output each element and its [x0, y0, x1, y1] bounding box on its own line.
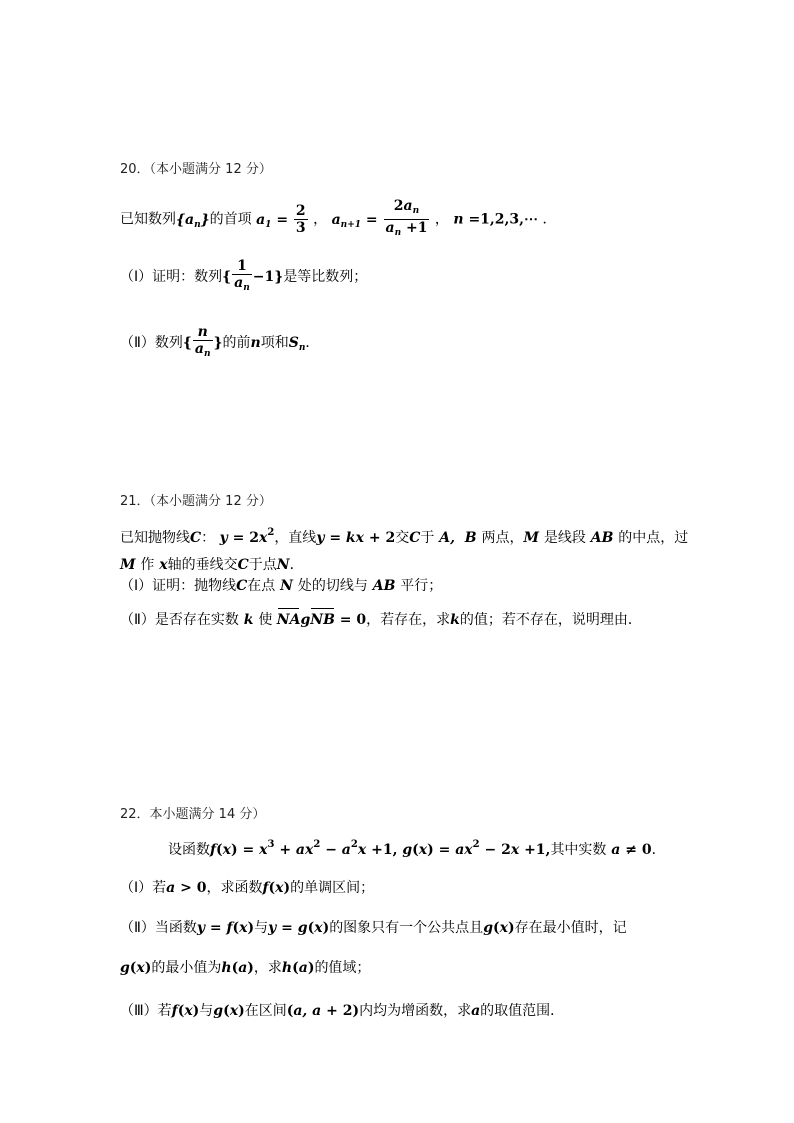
problem-20-header: 20．（本小题满分 12 分） [120, 162, 272, 177]
problem-21-part-1: （Ⅰ）证明：抛物线C在点 N 处的切线与 AB 平行； [120, 578, 443, 594]
problem-21-header: 21．（本小题满分 12 分） [120, 494, 272, 509]
problem-21-stem-line-2: M 作 x轴的垂线交C于点N． [120, 557, 304, 573]
problem-22-part-3: （Ⅲ）若f(x)与g(x)在区间(a, a + 2)内均为增函数，求a的取值范围． [120, 1003, 565, 1019]
fraction: $\frac{1}{a_n}$ [232, 258, 252, 296]
formula: $\{a_n\}$ [176, 211, 210, 230]
fraction: $\frac{2a_n}{a_n +1}$ [384, 198, 430, 241]
formula: $a_1$ = [256, 211, 289, 230]
problem-22-stem: 设函数$f(x) = x^3 + ax^2 - a^2x +1$, $g(x) = ax^2 - 2x +1$,其中实数 a ≠ 0． [168, 839, 666, 858]
problem-22-header: 22．本小题满分 14 分） [120, 807, 266, 822]
problem-22-part-2-line-1: （Ⅱ）当函数y = f(x)与y = g(x)的图象只有一个公共点且g(x)存在最小值时，记 [120, 920, 627, 936]
problem-21-part-2: （Ⅱ）是否存在实数 k 使 NAgNB = 0，若存在，求k的值；若不存在，说明理由． [120, 612, 642, 628]
problem-20-part-2: （Ⅱ）数列{ $\frac{n}{a_n}$ }的前n项和$S_n$． [120, 324, 319, 362]
problem-21-stem-line-1: 已知抛物线C： $y = 2x^2$，直线y = kx + 2交C于 A, B 两点，M 是线段 AB 的中点，过 [120, 527, 689, 546]
fraction: $\frac{n}{a_n}$ [193, 324, 213, 362]
problem-22-part-1: （Ⅰ）若a > 0，求函数f(x)的单调区间； [120, 880, 375, 896]
formula: $f(x) = x^3 + ax^2 - a^2x +1$, $g(x) = ax^2 - 2x +1$, [210, 839, 551, 858]
formula: NAgNB = 0 [276, 612, 367, 628]
fraction: $\frac{2}{3}$ [295, 203, 306, 236]
problem-20-stem: 已知数列$\{a_n\}$的首项 $a_1$ = $\frac{2}{3}$ ， $a_{n+1}$ = $\frac{2a_n}{a_n +1}$ ， n =1,2,3,⋯ ． [120, 198, 556, 241]
formula: $a_{n+1}$ = [331, 211, 378, 230]
problem-20-part-1: （Ⅰ）证明：数列{ $\frac{1}{a_n}$ −1}是等比数列； [120, 258, 367, 296]
formula: n =1,2,3,⋯ [453, 211, 539, 228]
problem-22-part-2-line-2: g(x)的最小值为h(a)，求h(a)的值域； [120, 960, 371, 976]
